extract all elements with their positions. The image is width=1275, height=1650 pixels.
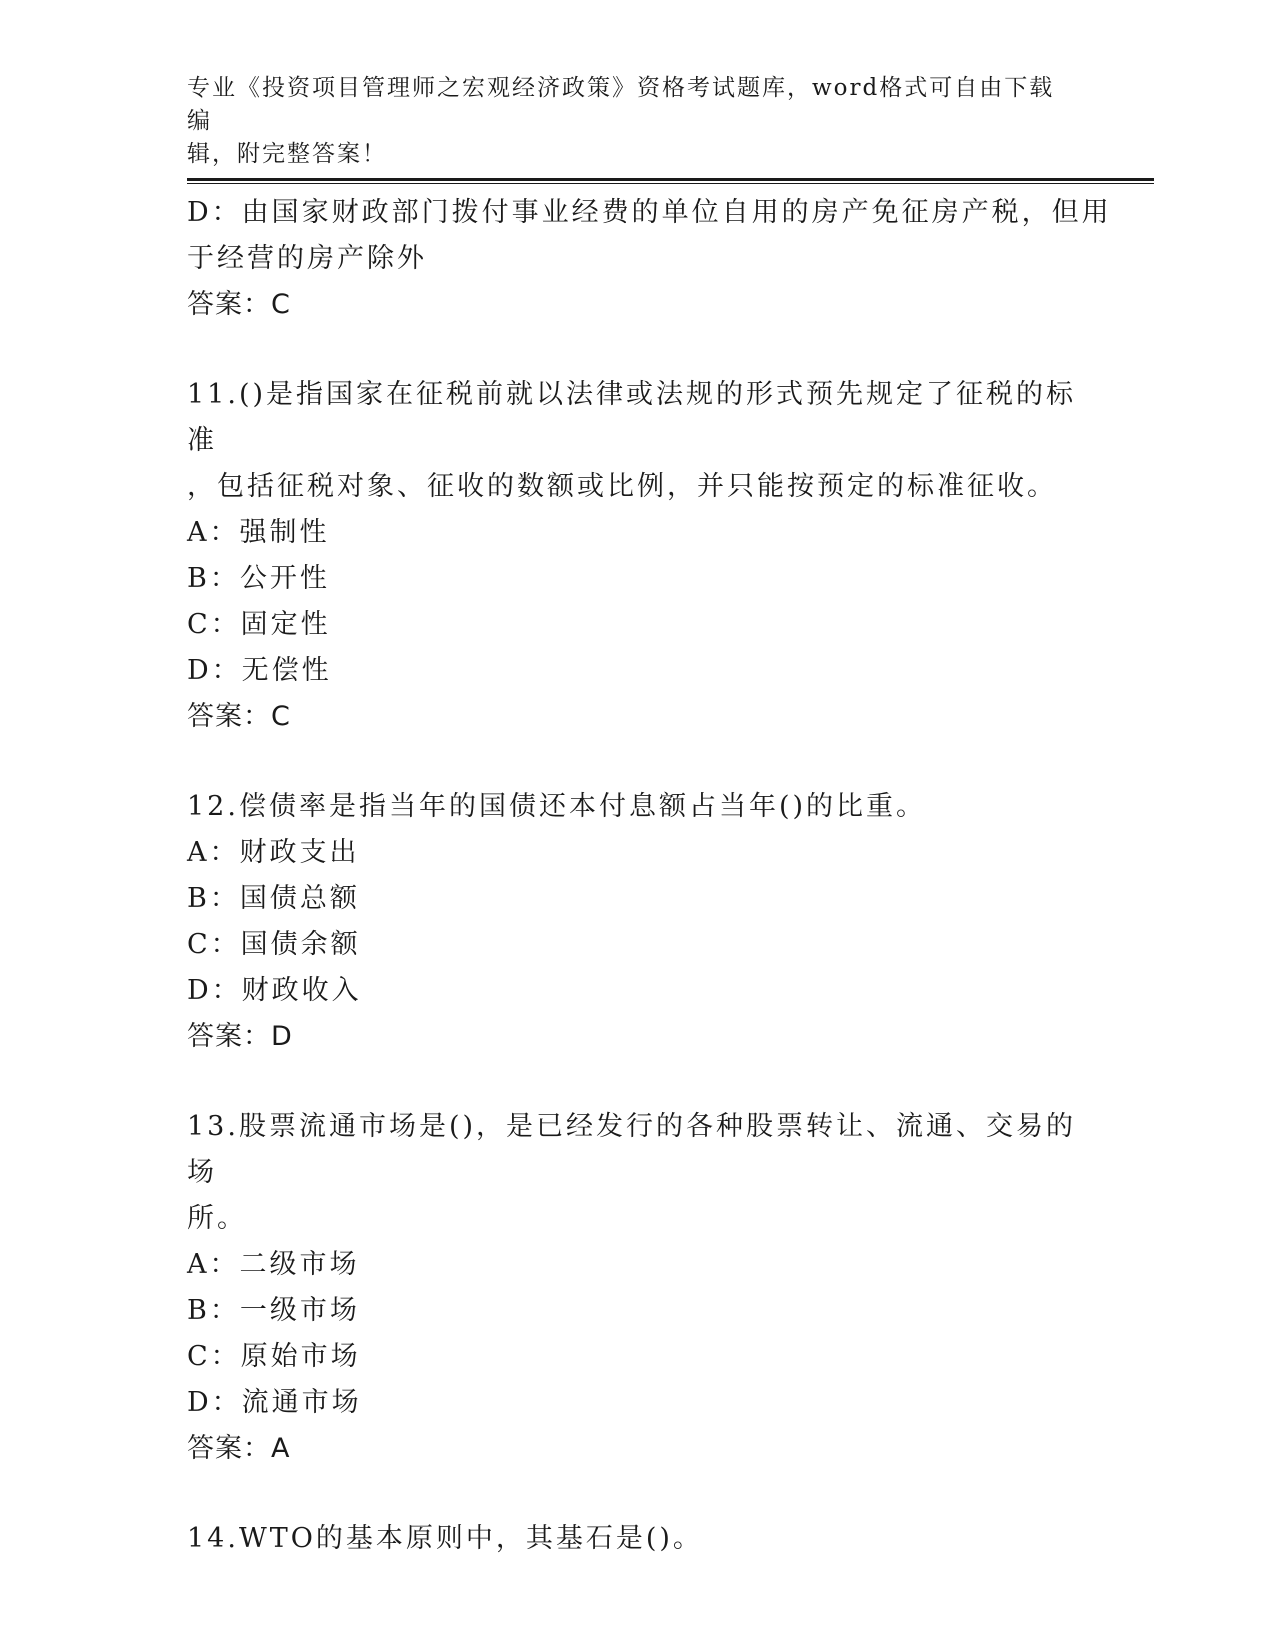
option-a: A：强制性: [187, 517, 330, 548]
question-list: [187, 190, 1112, 1562]
spacer: [187, 1060, 1077, 1104]
option-d: D：由国家财政部门拨付事业经费的单位自用的房产免征房产税，但用: [187, 197, 1112, 228]
question-stem: 11.()是指国家在征税前就以法律或法规的形式预先规定了征税的标准: [187, 379, 1077, 456]
spacer: [187, 740, 1077, 784]
question-14: [187, 1516, 1077, 1562]
option-c: C：原始市场: [187, 1341, 361, 1372]
answer: 答案：A: [187, 1433, 291, 1464]
document-header: [187, 72, 1067, 171]
question-13: [187, 1104, 1077, 1472]
previous-question-tail: [187, 190, 1112, 328]
header-line-2: 辑，附完整答案！: [187, 141, 387, 167]
option-b: B：公开性: [187, 563, 330, 594]
answer: 答案：C: [187, 289, 291, 320]
option-d: D：财政收入: [187, 975, 362, 1006]
option-c: C：固定性: [187, 609, 331, 640]
option-c: C：国债余额: [187, 929, 361, 960]
spacer: [187, 1472, 1077, 1516]
question-stem: 12.偿债率是指当年的国债还本付息额占当年()的比重。: [187, 791, 927, 822]
header-line-1: 专业《投资项目管理师之宏观经济政策》资格考试题库，word格式可自由下载编: [187, 75, 1055, 134]
question-stem-continued: 所。: [187, 1203, 247, 1234]
question-stem: 14.WTO的基本原则中，其基石是()。: [187, 1523, 703, 1554]
option-d-continued: 于经营的房产除外: [187, 243, 427, 274]
option-a: A：财政支出: [187, 837, 360, 868]
header-divider-thick: [187, 178, 1154, 181]
option-d: D：无偿性: [187, 655, 332, 686]
spacer: [187, 328, 1077, 372]
answer: 答案：D: [187, 1021, 293, 1052]
question-stem: 13.股票流通市场是()，是已经发行的各种股票转让、流通、交易的场: [187, 1111, 1077, 1188]
option-b: B：一级市场: [187, 1295, 360, 1326]
option-d: D：流通市场: [187, 1387, 362, 1418]
question-stem-continued: ，包括征税对象、征收的数额或比例，并只能按预定的标准征收。: [187, 471, 1057, 502]
option-b: B：国债总额: [187, 883, 360, 914]
question-12: [187, 784, 1077, 1060]
answer: 答案：C: [187, 701, 291, 732]
header-divider-thin: [187, 183, 1154, 184]
option-a: A：二级市场: [187, 1249, 360, 1280]
question-11: [187, 372, 1077, 740]
